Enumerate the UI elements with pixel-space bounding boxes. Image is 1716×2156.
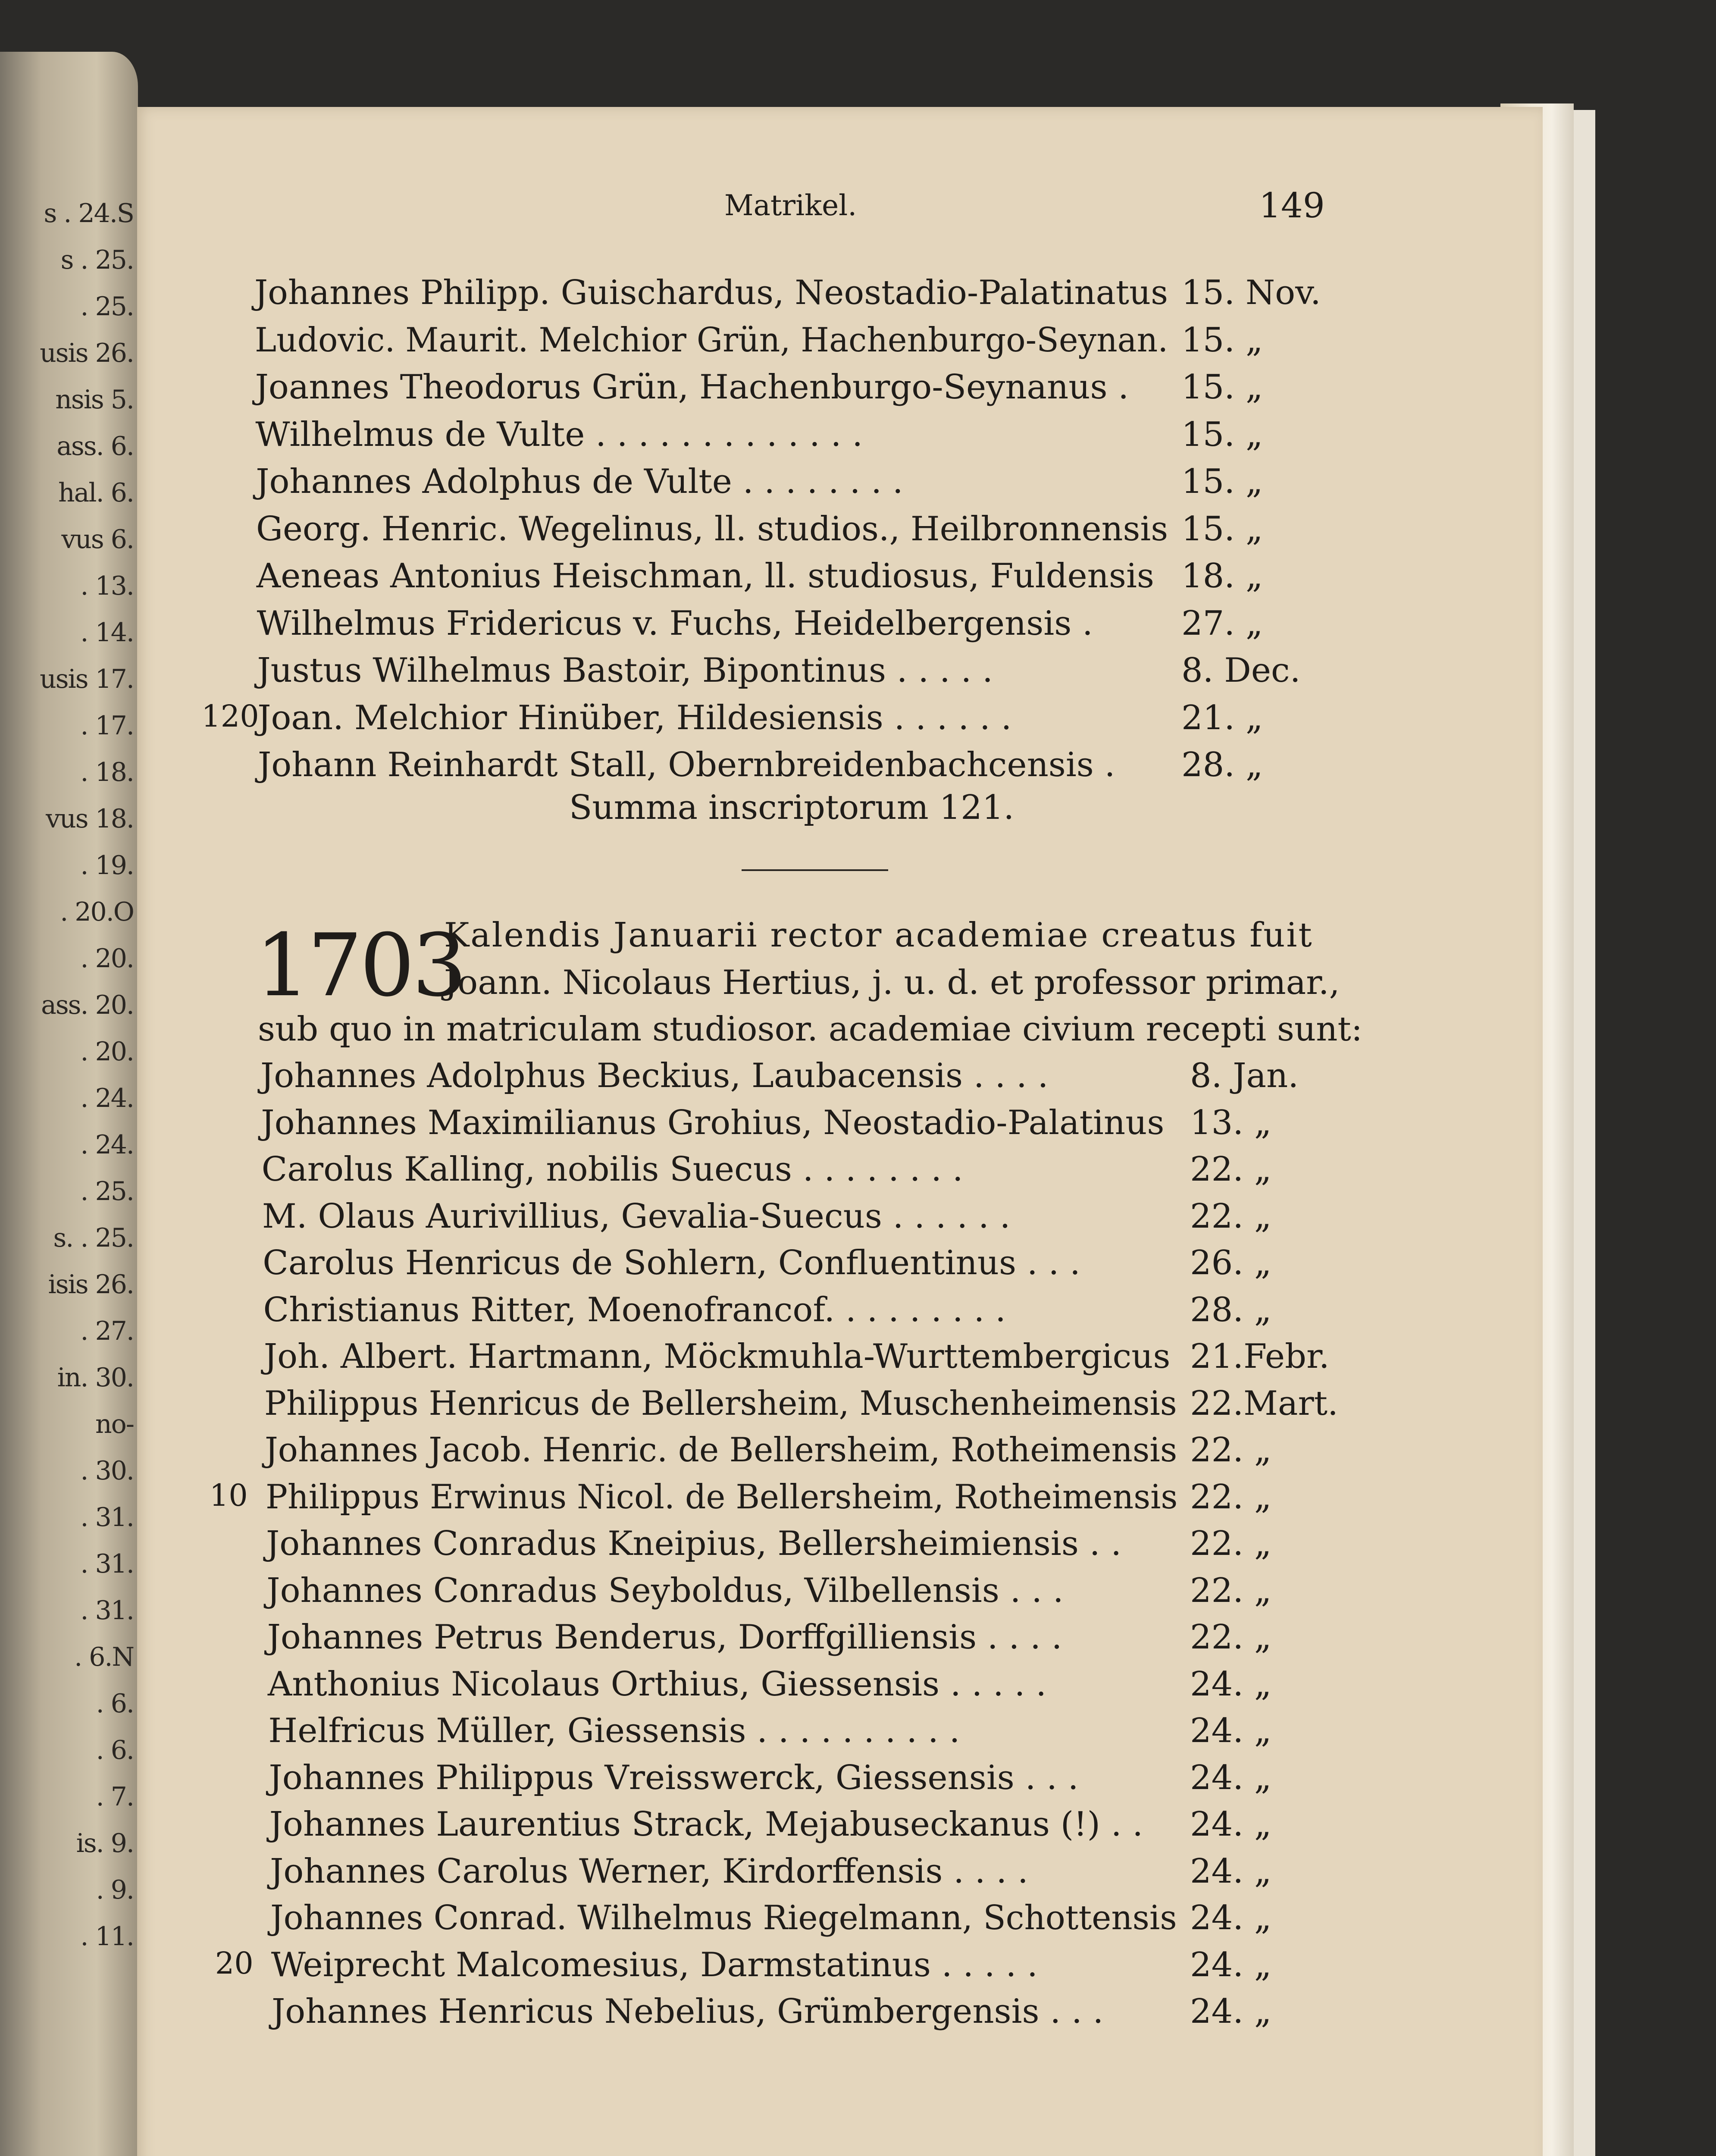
entry-name: Anthonius Nicolaus Orthius, Giessensis . . . . . xyxy=(267,1664,1047,1704)
entry-name: Johannes Adolphus Beckius, Laubacensis . . . . xyxy=(260,1056,1049,1095)
register-entry xyxy=(270,1852,1362,1895)
entry-name: Johannes Carolus Werner, Kirdorffensis . . . . xyxy=(270,1852,1028,1891)
entry-name: Joan. Melchior Hinüber, Hildesiensis . . . . . . xyxy=(257,698,1012,737)
register-entry xyxy=(269,1805,1362,1848)
register-entry xyxy=(267,1618,1362,1661)
entry-date: 15. Nov. xyxy=(1181,273,1321,312)
entry-name: Weiprecht Malcomesius, Darmstatinus . . . . . xyxy=(271,1945,1038,1984)
page-stack-edge-outer xyxy=(1574,110,1595,2156)
entry-date: 21.Febr. xyxy=(1190,1337,1330,1376)
register-entry xyxy=(262,1150,1362,1193)
entry-name: M. Olaus Aurivillius, Gevalia-Suecus . . . . . . xyxy=(262,1197,1011,1236)
line-number: 120 xyxy=(201,698,259,734)
entry-name: Christianus Ritter, Moenofrancof. . . . . . . . . xyxy=(263,1290,1006,1329)
entry-date: 24. „ xyxy=(1190,1805,1272,1844)
entry-name: Carolus Henricus de Sohlern, Confluentinus . . . xyxy=(263,1244,1080,1282)
register-entry xyxy=(261,1103,1362,1147)
entry-name: Johannes Adolphus de Vulte . . . . . . . . xyxy=(256,462,903,501)
entry-date: 22. „ xyxy=(1190,1524,1272,1563)
entry-name: Johannes Jacob. Henric. de Bellersheim, Rotheimensis xyxy=(265,1431,1177,1470)
facing-page-fragment: . 11. xyxy=(80,1921,134,1952)
entry-date: 28. „ xyxy=(1190,1290,1272,1329)
year-heading: 1703 xyxy=(255,915,464,1016)
register-entry xyxy=(268,1665,1362,1708)
entry-date: 15. „ xyxy=(1181,462,1263,501)
entry-name: Carolus Kalling, nobilis Suecus . . . . . . . . xyxy=(261,1150,963,1189)
facing-page-fragment: . 20. xyxy=(80,943,134,974)
facing-page-fragment: . 24. xyxy=(80,1083,134,1113)
facing-page-fragment: . 25. xyxy=(80,1176,134,1206)
facing-page-fragment: ass. 6. xyxy=(56,431,134,461)
facing-page-fragment: usis 26. xyxy=(40,338,134,368)
facing-page-fragment: usis 17. xyxy=(40,664,134,694)
entry-date: 8. Jan. xyxy=(1190,1056,1299,1095)
facing-page-fragment: vus 18. xyxy=(46,804,134,834)
entry-name: Ludovic. Maurit. Melchior Grün, Hachenburgo-Seynan. xyxy=(254,320,1168,360)
entry-date: 15. „ xyxy=(1181,320,1263,360)
facing-page-fragment: . 20.O xyxy=(60,897,134,927)
page-number: 149 xyxy=(1259,185,1325,226)
facing-page-fragment: no- xyxy=(95,1409,134,1439)
facing-page-fragment: s . 24.S xyxy=(44,198,134,229)
facing-page-edge xyxy=(0,52,138,2156)
entry-name: Joannes Theodorus Grün, Hachenburgo-Seynanus . xyxy=(255,368,1129,407)
entry-name: Aeneas Antonius Heischman, ll. studiosus, Fuldensis xyxy=(256,557,1154,595)
register-entry xyxy=(270,1899,1362,1942)
summa-line: Summa inscriptorum 121. xyxy=(569,788,1015,827)
intro-line-3: sub quo in matriculam studiosor. academiae civium recepti sunt: xyxy=(258,1010,1363,1049)
register-entry xyxy=(272,1992,1362,2035)
facing-page-fragment: . 19. xyxy=(80,850,134,881)
register-entry xyxy=(265,1431,1362,1474)
entry-date: 8. Dec. xyxy=(1181,651,1301,690)
section-divider xyxy=(742,869,888,871)
entry-date: 15. „ xyxy=(1181,509,1263,548)
entry-date: 18. „ xyxy=(1181,557,1263,595)
facing-page-fragment: . 27. xyxy=(80,1316,134,1346)
facing-page-fragment: . 24. xyxy=(80,1130,134,1160)
entry-date: 24. „ xyxy=(1190,1992,1272,2031)
entry-date: 26. „ xyxy=(1190,1244,1272,1282)
facing-page-fragment: ass. 20. xyxy=(41,990,134,1020)
entry-date: 24. „ xyxy=(1190,1852,1272,1891)
facing-page-fragment: hal. 6. xyxy=(58,478,134,508)
register-entry xyxy=(257,604,1354,647)
facing-page-fragment: isis 26. xyxy=(48,1269,134,1300)
facing-page-fragment: s. . 25. xyxy=(53,1223,134,1253)
facing-page-fragment: nsis 5. xyxy=(55,385,134,415)
entry-name: Johannes Conrad. Wilhelmus Riegelmann, Schottensis xyxy=(270,1899,1177,1937)
facing-page-fragment: . 13. xyxy=(80,571,134,601)
entry-name: Johannes Petrus Benderus, Dorffgilliensis . . . . xyxy=(267,1618,1062,1657)
register-entry xyxy=(201,698,1354,742)
facing-page-fragment: . 30. xyxy=(80,1456,134,1486)
line-number: 10 xyxy=(209,1477,248,1513)
entry-date: 21. „ xyxy=(1181,698,1263,737)
register-entry xyxy=(255,368,1354,411)
entry-name: Wilhelmus Fridericus v. Fuchs, Heidelbergensis . xyxy=(257,604,1093,643)
facing-page-fragment: vus 6. xyxy=(61,524,134,555)
register-entry xyxy=(256,510,1354,553)
register-entry xyxy=(258,746,1354,789)
entry-date: 22. „ xyxy=(1190,1431,1272,1470)
entry-name: Johannes Laurentius Strack, Mejabuseckanus (!) . . xyxy=(269,1805,1143,1844)
facing-page-fragment: . 18. xyxy=(80,757,134,787)
facing-page-fragment: . 6. xyxy=(96,1689,134,1719)
register-entry xyxy=(257,557,1354,600)
entry-date: 24. „ xyxy=(1190,1664,1272,1704)
register-entry xyxy=(257,651,1354,694)
entry-date: 22.Mart. xyxy=(1190,1384,1338,1423)
entry-date: 28. „ xyxy=(1181,746,1263,784)
register-entry xyxy=(256,462,1354,505)
entry-date: 24. „ xyxy=(1190,1758,1272,1797)
facing-page-fragment: . 31. xyxy=(80,1502,134,1532)
entry-name: Johannes Philippus Vreisswerck, Giessensis . . . xyxy=(269,1758,1079,1797)
entry-name: Johannes Conradus Seyboldus, Vilbellensis . . . xyxy=(266,1571,1064,1610)
facing-page-fragment: . 20. xyxy=(80,1037,134,1067)
register-entry xyxy=(266,1524,1362,1567)
entry-date: 24. „ xyxy=(1190,1711,1272,1750)
register-entry xyxy=(215,1945,1362,1989)
entry-date: 22. „ xyxy=(1190,1618,1272,1657)
register-entry xyxy=(269,1758,1363,1802)
register-entry xyxy=(209,1477,1362,1521)
register-entry xyxy=(260,1056,1362,1100)
facing-page-fragment: . 31. xyxy=(80,1549,134,1579)
facing-page-fragment: . 6. xyxy=(96,1735,134,1765)
entry-name: Philippus Erwinus Nicol. de Bellersheim, Rotheimensis xyxy=(265,1477,1177,1517)
facing-page-fragment: . 31. xyxy=(80,1595,134,1626)
facing-page-fragment: in. 30. xyxy=(57,1363,134,1393)
intro-line-1: Kalendis Januarii rector academiae creatus fuit xyxy=(444,916,1313,955)
line-number: 20 xyxy=(215,1945,254,1981)
entry-name: Johann Reinhardt Stall, Obernbreidenbachcensis . xyxy=(258,746,1115,784)
entry-date: 22. „ xyxy=(1190,1150,1272,1189)
entry-name: Johannes Philipp. Guischardus, Neostadio-Palatinatus xyxy=(254,273,1168,312)
entry-date: 27. „ xyxy=(1181,604,1263,643)
entry-name: Johannes Maximilianus Grohius, Neostadio-Palatinus xyxy=(261,1103,1165,1142)
register-entry xyxy=(263,1291,1363,1334)
facing-page-fragment: . 25. xyxy=(80,291,134,322)
facing-page-fragment: . 17. xyxy=(80,711,134,741)
intro-line-2: Joann. Nicolaus Hertius, j. u. d. et professor primar., xyxy=(444,963,1340,1002)
entry-date: 24. „ xyxy=(1190,1899,1272,1937)
facing-page-fragment: . 14. xyxy=(80,617,134,648)
facing-page-fragment: is. 9. xyxy=(76,1828,134,1858)
entry-date: 24. „ xyxy=(1190,1945,1272,1984)
entry-name: Johannes Conradus Kneipius, Bellersheimiensis . . xyxy=(266,1524,1122,1563)
entry-name: Joh. Albert. Hartmann, Möckmuhla-Wurttembergicus xyxy=(263,1337,1171,1376)
entry-date: 22. „ xyxy=(1190,1197,1272,1236)
entry-name: Helfricus Müller, Giessensis . . . . . . . . . . xyxy=(268,1711,960,1750)
entry-name: Philippus Henricus de Bellersheim, Muschenheimensis xyxy=(264,1384,1177,1423)
register-entry xyxy=(255,415,1354,458)
entry-date: 15. „ xyxy=(1181,368,1263,407)
register-entry xyxy=(254,273,1354,317)
register-entry xyxy=(264,1337,1362,1380)
running-header: Matrikel. xyxy=(724,189,857,222)
entry-date: 13. „ xyxy=(1190,1103,1272,1142)
entry-name: Johannes Henricus Nebelius, Grümbergensis . . . xyxy=(272,1992,1104,2031)
register-entry xyxy=(263,1244,1362,1287)
entry-date: 22. „ xyxy=(1190,1571,1272,1610)
entry-name: Justus Wilhelmus Bastoir, Bipontinus . . . . . xyxy=(257,651,993,690)
facing-page-fragment: . 7. xyxy=(96,1782,134,1812)
register-entry xyxy=(262,1197,1362,1240)
register-entry xyxy=(255,321,1354,364)
entry-date: 22. „ xyxy=(1190,1477,1272,1517)
register-entry xyxy=(264,1384,1362,1427)
entry-name: Georg. Henric. Wegelinus, ll. studios., Heilbronnensis xyxy=(256,509,1168,548)
register-entry xyxy=(268,1711,1362,1755)
facing-page-fragment: . 9. xyxy=(96,1875,134,1905)
entry-name: Wilhelmus de Vulte . . . . . . . . . . . . . xyxy=(255,415,863,454)
entry-date: 15. „ xyxy=(1181,415,1263,454)
facing-page-fragment: s . 25. xyxy=(60,245,134,275)
register-entry xyxy=(266,1571,1362,1614)
facing-page-fragment: . 6.N xyxy=(74,1642,134,1672)
